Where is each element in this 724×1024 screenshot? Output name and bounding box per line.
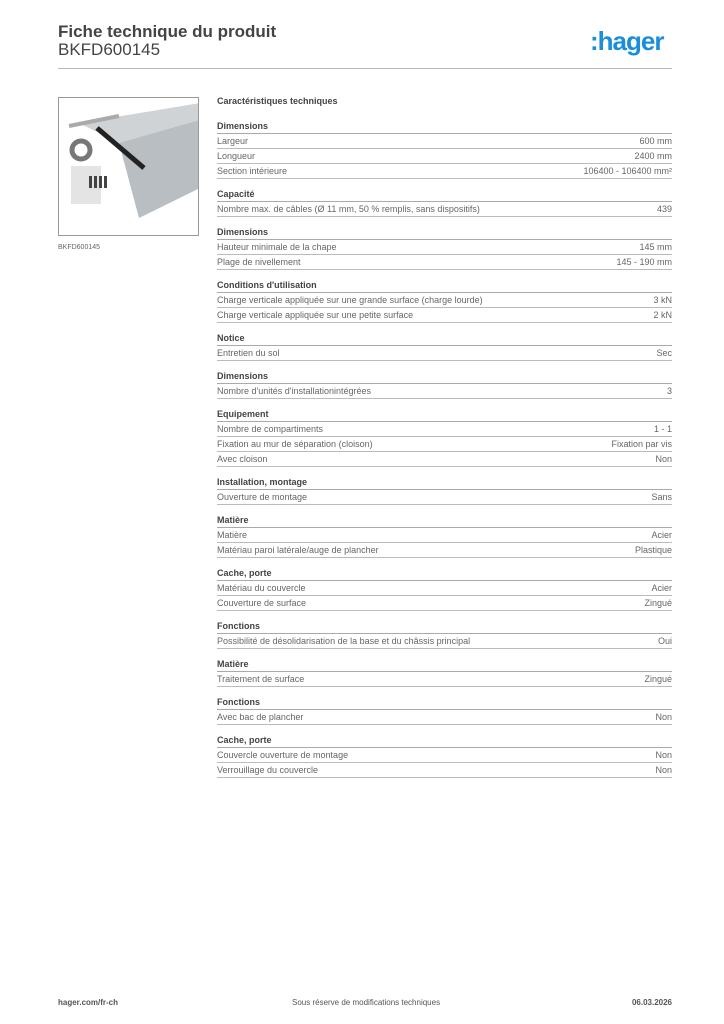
section-title: Notice	[217, 332, 672, 346]
spec-value: 2 kN	[653, 310, 672, 320]
spec-row	[217, 528, 672, 543]
spec-section	[217, 408, 672, 467]
spec-value: Acier	[651, 583, 672, 593]
spec-label: Section intérieure	[217, 166, 288, 176]
spec-label: Longueur	[217, 151, 256, 161]
spec-value: 145 mm	[639, 242, 672, 252]
header-divider	[58, 68, 672, 69]
section-title: Matière	[217, 514, 672, 528]
spec-label: Matière	[217, 530, 248, 540]
spec-value: Sans	[651, 492, 672, 502]
spec-value: Zingué	[644, 674, 672, 684]
spec-value: 3 kN	[653, 295, 672, 305]
spec-value: 145 - 190 mm	[616, 257, 672, 267]
spec-row	[217, 710, 672, 725]
spec-label: Largeur	[217, 136, 249, 146]
spec-row	[217, 346, 672, 361]
spec-value: Fixation par vis	[611, 439, 672, 449]
spec-value: 600 mm	[639, 136, 672, 146]
hager-logo: :hager	[590, 26, 664, 56]
spec-section	[217, 370, 672, 399]
spec-row	[217, 490, 672, 505]
spec-label: Ouverture de montage	[217, 492, 308, 502]
footer-note: Sous réserve de modifications techniques	[292, 998, 441, 1007]
spec-row	[217, 202, 672, 217]
section-title: Fonctions	[217, 696, 672, 710]
spec-label: Nombre d'unités d'installationintégrées	[217, 386, 372, 396]
spec-label: Matériau du couvercle	[217, 583, 306, 593]
footer-date: 06.03.2026	[631, 998, 672, 1007]
section-title: Capacité	[217, 188, 672, 202]
spec-value: 106400 - 106400 mm²	[583, 166, 672, 176]
spec-section	[217, 226, 672, 270]
spec-row	[217, 308, 672, 323]
spec-value: 439	[656, 204, 672, 214]
spec-section	[217, 696, 672, 725]
spec-value: Zingué	[644, 598, 672, 608]
spec-row	[217, 164, 672, 179]
spec-value: Non	[655, 454, 672, 464]
spec-value: Plastique	[634, 545, 672, 555]
spec-value: Sec	[656, 348, 672, 358]
spec-label: Fixation au mur de séparation (cloison)	[217, 439, 373, 449]
spec-row	[217, 543, 672, 558]
spec-row	[217, 748, 672, 763]
spec-label: Couvercle ouverture de montage	[217, 750, 349, 760]
spec-row	[217, 452, 672, 467]
spec-label: Charge verticale appliquée sur une petite surface	[217, 310, 414, 320]
section-title: Dimensions	[217, 226, 672, 240]
spec-label: Hauteur minimale de la chape	[217, 242, 337, 252]
spec-section	[217, 514, 672, 558]
spec-row	[217, 763, 672, 778]
spec-label: Entretien du sol	[217, 348, 280, 358]
spec-label: Verrouillage du couvercle	[217, 765, 319, 775]
section-title: Fonctions	[217, 620, 672, 634]
spec-row	[217, 240, 672, 255]
spec-label: Matériau paroi latérale/auge de plancher	[217, 545, 379, 555]
spec-section	[217, 620, 672, 649]
spec-row	[217, 149, 672, 164]
page-title: Fiche technique du produit	[58, 22, 277, 41]
spec-label: Avec cloison	[217, 454, 268, 464]
spec-section	[217, 279, 672, 323]
spec-row	[217, 634, 672, 649]
spec-value: Non	[655, 765, 672, 775]
spec-label: Couverture de surface	[217, 598, 307, 608]
section-title: Cache, porte	[217, 567, 672, 581]
spec-section	[217, 658, 672, 687]
spec-value: Non	[655, 750, 672, 760]
spec-row	[217, 255, 672, 270]
spec-value: 1 - 1	[653, 424, 672, 434]
section-title: Matière	[217, 658, 672, 672]
section-title: Dimensions	[217, 370, 672, 384]
spec-value: Oui	[657, 636, 672, 646]
spec-section	[217, 567, 672, 611]
product-code: BKFD600145	[58, 40, 161, 59]
spec-section	[217, 332, 672, 361]
section-title: Equipement	[217, 408, 672, 422]
spec-value: Non	[655, 712, 672, 722]
spec-label: Plage de nivellement	[217, 257, 301, 267]
spec-row	[217, 293, 672, 308]
spec-label: Charge verticale appliquée sur une grande surface (charge lourde)	[217, 295, 483, 305]
spec-label: Traitement de surface	[217, 674, 305, 684]
spec-table	[217, 96, 672, 787]
spec-label: Nombre max. de câbles (Ø 11 mm, 50 % remplis, sans dispositifs)	[217, 204, 480, 214]
spec-row	[217, 672, 672, 687]
spec-section	[217, 188, 672, 217]
spec-row	[217, 422, 672, 437]
footer-site[interactable]: hager.com/fr-ch	[58, 998, 119, 1007]
spec-label: Avec bac de plancher	[217, 712, 304, 722]
spec-section	[217, 120, 672, 179]
spec-value: 2400 mm	[634, 151, 672, 161]
spec-section	[217, 734, 672, 778]
spec-row	[217, 437, 672, 452]
spec-row	[217, 581, 672, 596]
spec-section	[217, 476, 672, 505]
spec-label: Possibilité de désolidarisation de la base et du châssis principal	[217, 636, 471, 646]
spec-heading: Caractéristiques techniques	[217, 96, 338, 106]
spec-row	[217, 134, 672, 149]
spec-row	[217, 596, 672, 611]
spec-label: Nombre de compartiments	[217, 424, 324, 434]
section-title: Cache, porte	[217, 734, 672, 748]
section-title: Dimensions	[217, 120, 672, 134]
spec-value: Acier	[651, 530, 672, 540]
section-title: Conditions d'utilisation	[217, 279, 672, 293]
spec-row	[217, 384, 672, 399]
image-caption: BKFD600145	[58, 244, 101, 251]
spec-value: 3	[666, 386, 672, 396]
section-title: Installation, montage	[217, 476, 672, 490]
product-image	[58, 97, 199, 236]
